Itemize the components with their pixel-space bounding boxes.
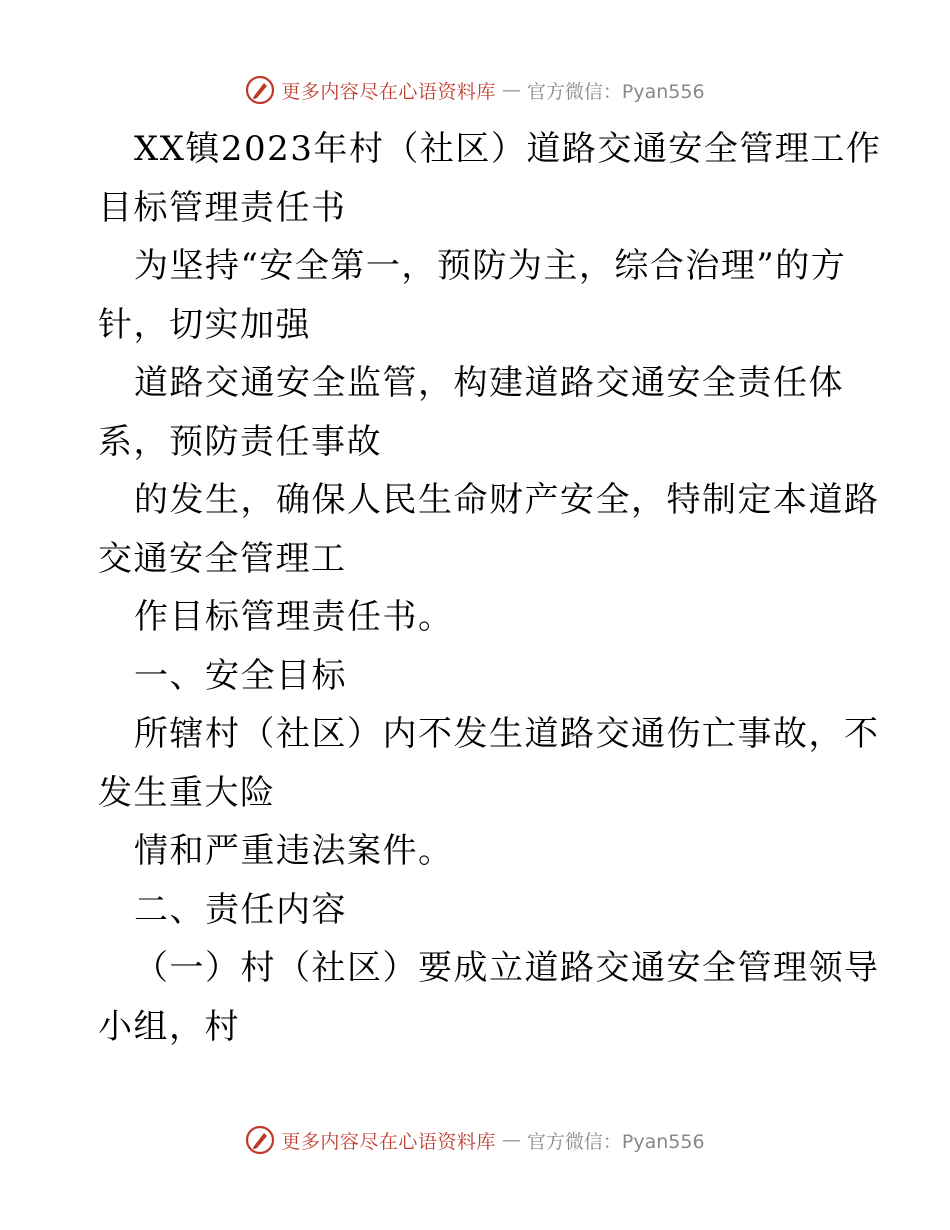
doc-line: XX镇2023年村（社区）道路交通安全管理工作 — [134, 129, 882, 169]
header-watermark — [0, 72, 950, 108]
doc-line: 所辖村（社区）内不发生道路交通伤亡事故，不 — [134, 714, 880, 754]
watermark-separator: — — [501, 79, 521, 101]
doc-line: 情和严重违法案件。 — [134, 831, 454, 871]
doc-line: 作目标管理责任书。 — [134, 597, 454, 637]
doc-line: 目标管理责任书 — [98, 187, 347, 228]
footer-watermark — [0, 1122, 950, 1158]
doc-line: 为坚持“安全第一，预防为主，综合治理”的方 — [134, 246, 847, 286]
doc-line: 发生重大险 — [98, 772, 276, 813]
doc-line: 系，预防责任事故 — [98, 421, 382, 462]
watermark-wechat-text: 官方微信：Pyan556 — [526, 80, 705, 103]
doc-line: 小组，村 — [98, 1006, 240, 1047]
document-body — [98, 120, 882, 1056]
pen-logo-icon — [245, 1125, 275, 1155]
doc-line: （一）村（社区）要成立道路交通安全管理领导 — [134, 948, 880, 988]
watermark-separator: — — [501, 1129, 521, 1151]
doc-line: 交通安全管理工 — [98, 538, 347, 579]
doc-line: 的发生，确保人民生命财产安全，特制定本道路 — [134, 480, 880, 520]
pen-logo-icon — [245, 75, 275, 105]
watermark-site-text: 更多内容尽在心语资料库 — [281, 80, 496, 103]
doc-line: 针，切实加强 — [98, 304, 311, 345]
section-heading: 一、安全目标 — [134, 655, 347, 696]
watermark-site-text: 更多内容尽在心语资料库 — [281, 1130, 496, 1153]
section-heading: 二、责任内容 — [134, 889, 347, 930]
doc-line: 道路交通安全监管，构建道路交通安全责任体 — [134, 363, 844, 403]
watermark-wechat-text: 官方微信：Pyan556 — [526, 1130, 705, 1153]
